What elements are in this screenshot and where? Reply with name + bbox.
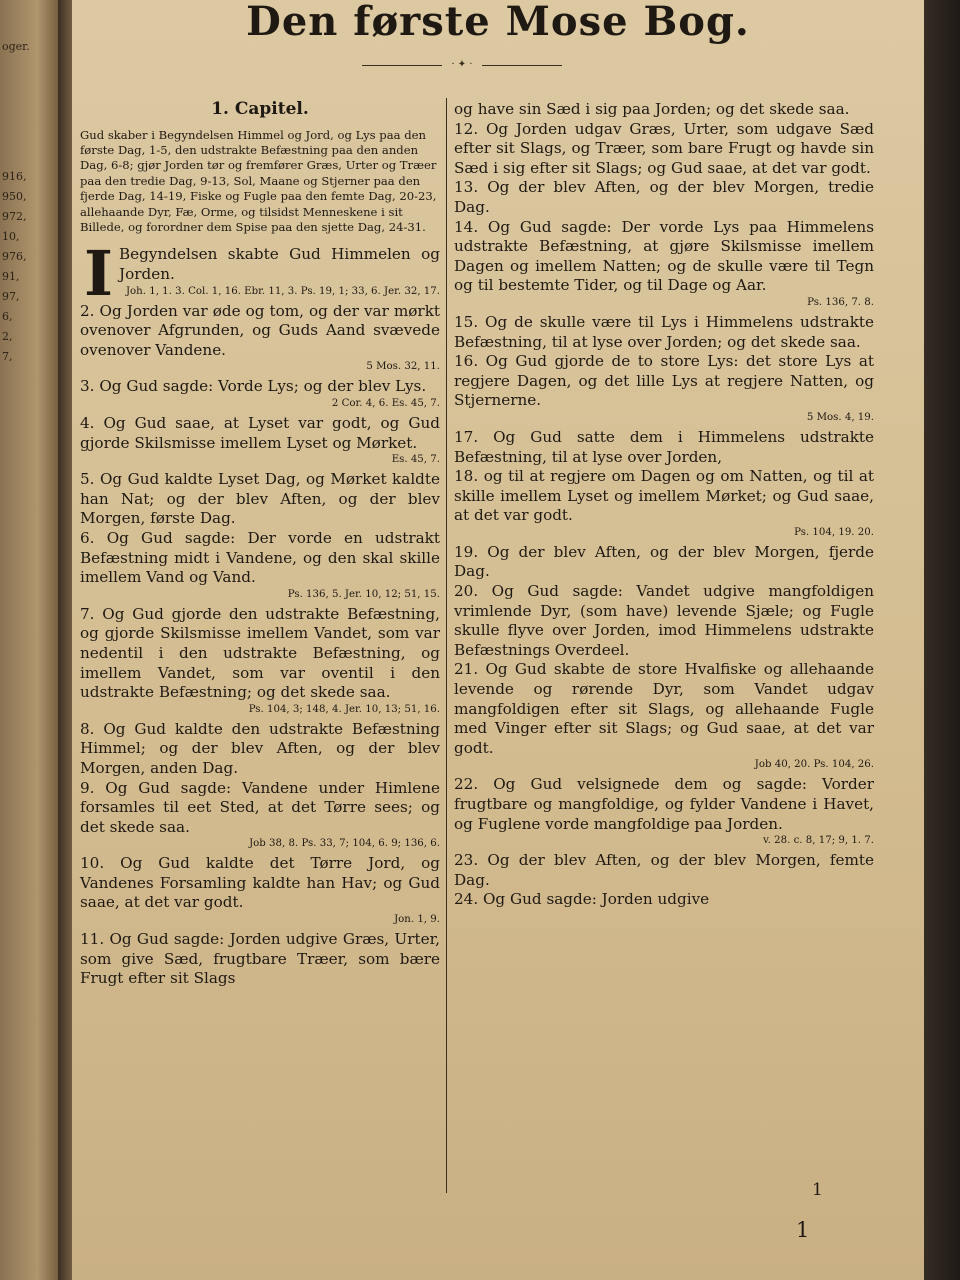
verse-text: IBegyndelsen skabte Gud Himmelen og Jorden. [84, 237, 440, 311]
page-number-small: 1 [812, 1180, 823, 1200]
verse-text: 6. Og Gud sagde: Der vorde en udstrakt Befæstning midt i Vandene, og den skal skille imellem Vand og Vand. [80, 528, 440, 587]
verse-text: 18. og til at regjere om Dagen og om Natten, og til at skille imellem Lyset og imellem Mørket; og Gud saae, at det var godt. [454, 467, 874, 525]
verse-text: 11. Og Gud sagde: Jorden udgive Græs, Urter, som give Sæd, frugtbare Træer, som bære Frugt efter sit Slags [80, 930, 440, 988]
verse-text: 4. Og Gud saae, at Lyset var godt, og Gud gjorde Skilsmisse imellem Lyset og Mørket. [80, 414, 440, 452]
verse-text: 20. Og Gud sagde: Vandet udgive mangfoldigen vrimlende Dyr, (som have) levende Sjæle; og Fugle skulle flyve over Jorden, imod Himmelens udstrakte Befæstnings Overdeel. [454, 582, 874, 659]
verse-text: og have sin Sæd i sig paa Jorden; og det skede saa. [454, 100, 850, 118]
verse-text: 23. Og der blev Aften, og der blev Morgen, femte Dag. [454, 851, 874, 889]
adjacent-page-fragment: 972, [2, 210, 27, 223]
verse-text: 16. Og Gud gjorde de to store Lys: det store Lys at regjere Dagen, og det lille Lys at regjere Natten, og Stjernerne. [454, 352, 874, 410]
adjacent-page-fragment: 976, [2, 250, 27, 263]
adjacent-page-fragment: 6, [2, 310, 13, 323]
cross-reference: Job 38, 8. Ps. 33, 7; 104, 6. 9; 136, 6. [249, 838, 440, 850]
cross-reference: Ps. 104, 19. 20. [794, 526, 874, 538]
adjacent-page-fragment: 916, [2, 170, 27, 183]
verse-text: 12. Og Jorden udgav Græs, Urter, som udgave Sæd efter sit Slags, og Træer, som bare Frugt og havde sin Sæd i sig efter sit Slags; og Gud saae, at det var godt. [454, 119, 874, 177]
chapter-summary: Gud skaber i Begyndelsen Himmel og Jord, og Lys paa den første Dag, 1-5, den udstrakte Befæstning paa den anden Dag, 6-8; gjør Jorden tør og fremfører Græs, Urter og Træer paa den tredie Dag, 9-13, Sol, Maane og Stjerner paa den fjerde Dag, 14-19, Fiske og Fugle paa den femte Dag, 20-23, allehaande Dyr, Fæ, Orme, og tilsidst Menneskene i sit Billede, og forordner dem Spise paa den sjette Dag, 24-31. [80, 127, 437, 235]
verse-text: 17. Og Gud satte dem i Himmelens udstrakte Befæstning, til at lyse over Jorden, [454, 427, 874, 466]
verse-text: 7. Og Gud gjorde den udstrakte Befæstning, og gjorde Skilsmisse imellem Vandet, som var nedentil i den udstrakte Befæstning, og imellem Vandet, som var oventil i den udstrakte Befæstning; og det skede saa. [80, 604, 440, 702]
verse-text: 24. Og Gud sagde: Jorden udgive [454, 890, 710, 909]
adjacent-page-fragment: 10, [2, 230, 20, 243]
cross-reference: 5 Mos. 4, 19. [806, 411, 874, 423]
adjacent-page-fragment: oger. [2, 40, 30, 53]
verse-text: 13. Og der blev Aften, og der blev Morgen, tredie Dag. [454, 178, 874, 216]
cross-reference: Es. 45, 7. [391, 454, 440, 466]
cross-reference: Joh. 1, 1. 3. Col. 1, 16. Ebr. 11, 3. Ps. 19, 1; 33, 6. Jer. 32, 17. [125, 285, 440, 297]
chapter-heading: 1. Capitel. [211, 99, 309, 119]
verse-text: 10. Og Gud kaldte det Tørre Jord, og Vandenes Forsamling kaldte han Hav; og Gud saae, at det var godt. [80, 854, 440, 912]
verse-text: 21. Og Gud skabte de store Hvalfiske og allehaande levende og rørende Dyr, som Vandet udgav mangfoldigen efter sit Slags, og allehaande Fugle med Vinger efter sit Slags; og Gud saae, at det var godt. [454, 660, 874, 757]
column-divider [446, 98, 447, 1193]
cross-reference: 5 Mos. 32, 11. [366, 361, 440, 373]
verse-text: 8. Og Gud kaldte den udstrakte Befæstning Himmel; og der blev Aften, og der blev Morgen, anden Dag. [80, 719, 440, 777]
cross-reference: v. 28. c. 8, 17; 9, 1. 7. [763, 835, 874, 847]
cross-reference: Jon. 1, 9. [394, 914, 440, 926]
verse-text: 9. Og Gud sagde: Vandene under Himlene forsamles til eet Sted, at det Tørre sees; og det skede saa. [80, 778, 440, 836]
adjacent-page-fragment: 97, [2, 290, 20, 303]
book-title: Den første Mose Bog. [246, 0, 750, 45]
adjacent-page-fragment: 950, [2, 190, 27, 203]
cross-reference: Ps. 136, 7. 8. [807, 296, 874, 308]
adjacent-page-fragment: 7, [2, 350, 13, 363]
cross-reference: Ps. 104, 3; 148, 4. Jer. 10, 13; 51, 16. [248, 703, 440, 715]
verse-text: 22. Og Gud velsignede dem og sagde: Vorder frugtbare og mangfoldige, og fylder Vandene i Havet, og Fuglene vorde mangfoldige paa Jorden. [454, 775, 874, 833]
adjacent-page-edge [0, 0, 62, 1280]
verse-text: 2. Og Jorden var øde og tom, og der var mørkt ovenover Afgrunden, og Guds Aand svævede ovenover Vandene. [80, 301, 440, 359]
verse-text: 5. Og Gud kaldte Lyset Dag, og Mørket kaldte han Nat; og der blev Aften, og der blev Morgen, første Dag. [80, 470, 440, 528]
verse-text: 15. Og de skulle være til Lys i Himmelens udstrakte Befæstning, til at lyse over Jorden; og det skede saa. [454, 312, 874, 351]
adjacent-page-fragment: 2, [2, 330, 13, 343]
book-page [72, 0, 924, 1280]
cross-reference: Ps. 136, 5. Jer. 10, 12; 51, 15. [287, 588, 440, 600]
verse-text: 19. Og der blev Aften, og der blev Morgen, fjerde Dag. [454, 542, 874, 581]
cross-reference: Job 40, 20. Ps. 104, 26. [754, 759, 874, 771]
page-number-large: 1 [796, 1218, 810, 1242]
left-column [80, 100, 440, 989]
verse-text: 14. Og Gud sagde: Der vorde Lys paa Himmelens udstrakte Befæstning, at gjøre Skilsmisse imellem Dagen og imellem Natten; og de skulle være til Tegn og til bestemte Tider, og til Dage og Aar. [454, 217, 874, 295]
title-ornament: · ✦ · [362, 60, 562, 70]
cross-reference: 2 Cor. 4, 6. Es. 45, 7. [331, 398, 440, 409]
right-column [454, 100, 874, 910]
adjacent-page-fragment: 91, [2, 270, 20, 283]
verse-text: 3. Og Gud sagde: Vorde Lys; og der blev Lys. [80, 377, 427, 396]
